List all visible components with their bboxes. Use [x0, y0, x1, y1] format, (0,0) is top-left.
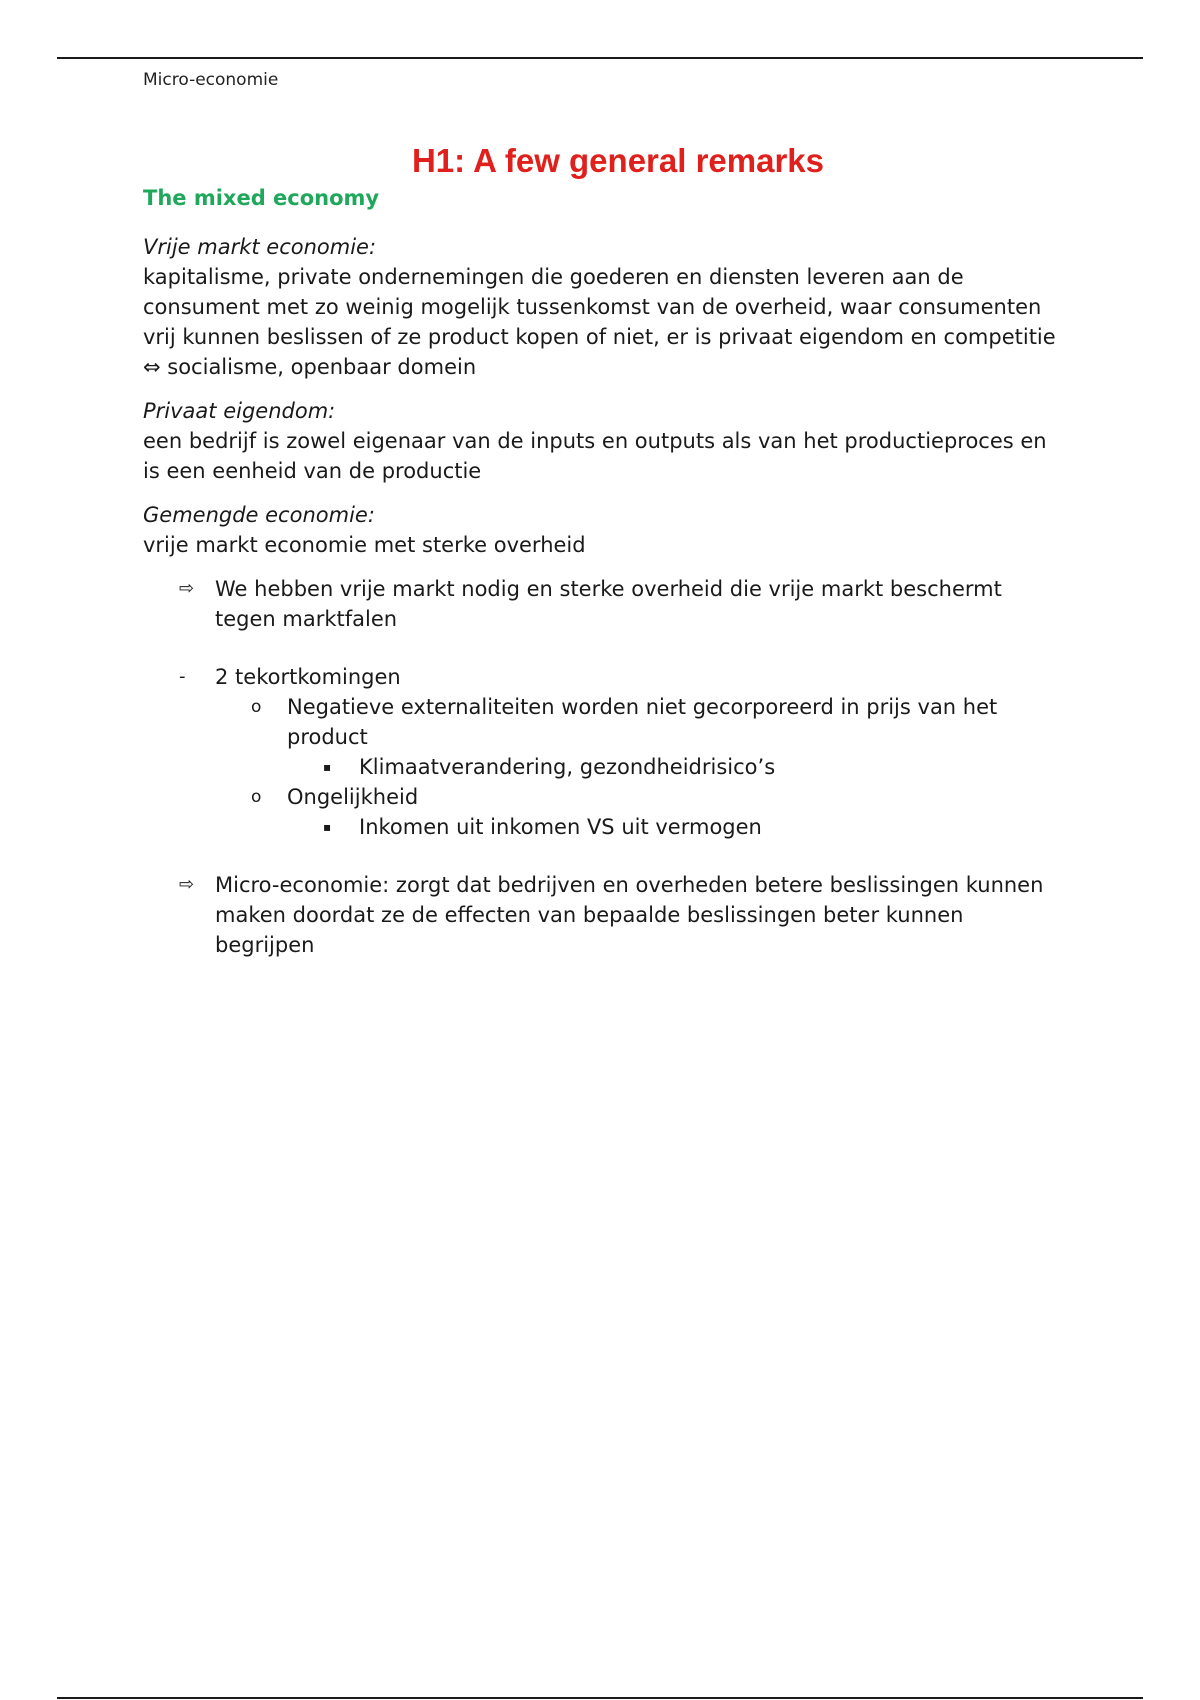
list-item-text: Ongelijkheid [287, 785, 419, 809]
definition-vrije-markt [143, 232, 1063, 382]
definition-text: vrije markt economie met sterke overheid [143, 533, 586, 557]
square-bullet-icon: ▪ [323, 820, 332, 834]
definition-gemengde-economie [143, 500, 1063, 560]
arrow-bullet-icon: ⇨ [179, 874, 195, 895]
list-item [143, 870, 1063, 960]
bullet-list [143, 574, 1063, 960]
running-header: Micro-economie [143, 70, 279, 90]
list-item [143, 692, 1063, 752]
list-item [143, 812, 1063, 842]
dash-bullet-icon: - [179, 666, 186, 687]
arrow-bullet-icon: ⇨ [179, 578, 195, 599]
list-item-text: Negatieve externaliteiten worden niet gecorporeerd in prijs van het product [287, 695, 998, 749]
footer-rule [57, 1697, 1143, 1699]
page-body [143, 138, 1063, 960]
list-item [143, 752, 1063, 782]
definition-text: kapitalisme, private ondernemingen die goederen en diensten leveren aan de consument met zo weinig mogelijk tussenkomst van de overheid, waar consumenten vrij kunnen beslissen of ze product kopen of niet, er is privaat eigendom en competitie ⇔ socialisme, openbaar domein [143, 265, 1056, 379]
list-item [143, 574, 1063, 634]
definition-term: Privaat eigendom: [143, 399, 336, 423]
definition-text: een bedrijf is zowel eigenaar van de inputs en outputs als van het productieproces en is een eenheid van de productie [143, 429, 1047, 483]
list-item [143, 782, 1063, 812]
list-item-text: Inkomen uit inkomen VS uit vermogen [359, 815, 762, 839]
list-item-text: We hebben vrije markt nodig en sterke overheid die vrije markt beschermt tegen marktfalen [215, 577, 1002, 631]
header-rule [57, 57, 1143, 59]
list-item-text: Klimaatverandering, gezondheidrisico’s [359, 755, 776, 779]
definition-privaat-eigendom [143, 396, 1063, 486]
list-item-text: Micro-economie: zorgt dat bedrijven en overheden betere beslissingen kunnen maken doordat ze de effecten van bepaalde beslissingen beter kunnen begrijpen [215, 873, 1044, 957]
section-heading: The mixed economy [143, 186, 380, 210]
circle-bullet-icon: o [251, 697, 262, 717]
page-title: H1: A few general remarks [411, 142, 825, 179]
circle-bullet-icon: o [251, 787, 262, 807]
definition-term: Vrije markt economie: [143, 235, 377, 259]
list-item [143, 662, 1063, 692]
definition-term: Gemengde economie: [143, 503, 375, 527]
list-item-text: 2 tekortkomingen [215, 665, 401, 689]
square-bullet-icon: ▪ [323, 760, 332, 774]
